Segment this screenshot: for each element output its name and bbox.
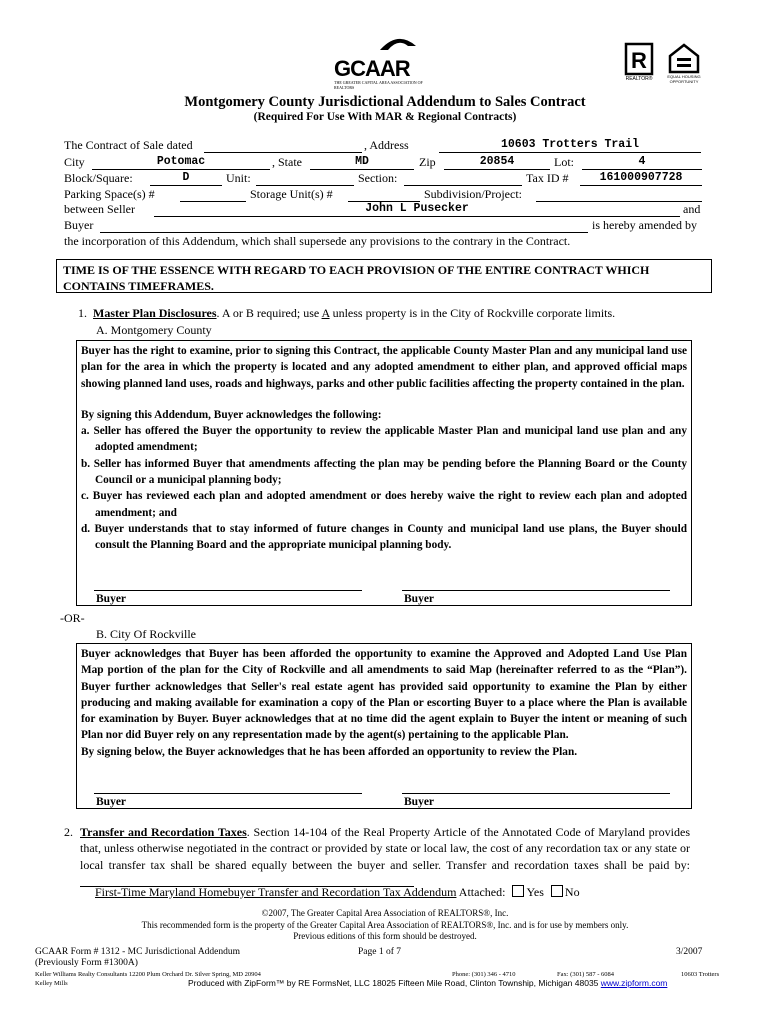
option-b-label: B. City Of Rockville (96, 627, 196, 641)
zipform-credit: Produced with ZipForm™ by RE FormsNet, LLC 18025 Fifteen Mile Road, Clinton Township, Michigan 48035 www.zipform.com (188, 978, 668, 988)
logo-tagline: THE GREATER CAPITAL AREA ASSOCIATION OF REALTORS (334, 80, 423, 90)
address-field[interactable]: 10603 Trotters Trail (439, 138, 701, 153)
previous-editions-notice: Previous editions of this form should be destroyed. (293, 931, 477, 941)
gcaar-logo (330, 34, 440, 90)
option-b-ack: By signing below, the Buyer acknowledges that he has been afforded an opportunity to review the Plan. (81, 745, 578, 758)
or-separator: -OR- (60, 611, 85, 625)
master-plan-heading: Master Plan Disclosures (93, 306, 217, 320)
first-time-addendum-row: First-Time Maryland Homebuyer Transfer and Recordation Tax Addendum Attached: Yes No (95, 885, 580, 899)
section-1-heading: 1. Master Plan Disclosures. A or B required; use A unless property is in the City of Rockville corporate limits. (78, 306, 616, 320)
ack-item-c: c. Buyer has reviewed each plan and adopted amendment or does hereby waive the right to review each plan and adopted amendment; and (81, 490, 687, 519)
buyer-signature-label: Buyer (404, 593, 435, 605)
option-b-box (76, 643, 692, 809)
realtor-logo-icon (624, 42, 656, 82)
buyer-signature-line-a1[interactable] (94, 590, 362, 591)
buyer-signature-line-a2[interactable] (402, 590, 670, 591)
parking-row: Parking Space(s) # Storage Unit(s) # Subdivision/Project: (64, 187, 704, 203)
buyer-signature-line-b2[interactable] (402, 793, 670, 794)
unit-field[interactable] (256, 171, 354, 186)
roof-icon (378, 34, 418, 52)
lot-field[interactable]: 4 (582, 155, 702, 170)
contract-date-field[interactable] (204, 138, 362, 153)
equal-housing-icon (666, 42, 702, 82)
buyer-field[interactable] (100, 218, 588, 233)
section-2: 2. Transfer and Recordation Taxes. Section 14-104 of the Real Property Article of the Annotated Code of Maryland provides that, unless otherwise negotiated in the contract or provided by state or local law, the cost of any recordation tax or any state or local transfer tax shall be shared equally between the buyer and seller. Transfer and recordation taxes shall be paid by: (80, 824, 690, 889)
option-b-paragraph: Buyer acknowledges that Buyer has been afforded the opportunity to examine the Approved and Adopted Land Use Plan Map portion of the plan for the City of Rockville and all amendments to said Map (hereinafter referred to as the “Plan”). Buyer further acknowledges that Seller's real estate agent has provided said opportunity to examine the Plan by either producing and making available for examination a copy of the Plan or escorting Buyer to a place where the Plan is available for examination by Buyer. Buyer acknowledges that at no time did the agent explain to Buyer the intent or meaning of such Plan nor did Buyer rely on any representation made by the agent(s) pertaining to the applicable Plan. (81, 648, 687, 742)
document-name: 10603 Trotters (681, 971, 720, 978)
block-row: Block/Square: D Unit: Section: Tax ID # 161000907728 (64, 171, 704, 187)
svg-text:REALTOR®: REALTOR® (625, 76, 653, 82)
brokerage-phone: Phone: (301) 346 - 4710 (452, 971, 516, 978)
section-field[interactable] (404, 171, 522, 186)
form-number: GCAAR Form # 1312 - MC Jurisdictional Addendum (35, 947, 241, 957)
buyer-signature-label: Buyer (96, 796, 127, 808)
tax-id-field[interactable]: 161000907728 (580, 171, 702, 186)
ack-item-d: d. Buyer understands that to stay informed of future changes in County and municipal land use plans, the Buyer should consult the Planning Board and the appropriate municipal planning body. (81, 522, 687, 552)
essence-notice: TIME IS OF THE ESSENCE WITH REGARD TO EACH PROVISION OF THE ENTIRE CONTRACT WHICH CONTAINS TIMEFRAMES. (56, 259, 712, 293)
storage-field[interactable] (348, 187, 420, 202)
seller-field[interactable]: John L Pusecker (154, 202, 680, 217)
logo-text: GCAAR (334, 56, 410, 81)
svg-text:R: R (631, 48, 647, 73)
option-a-box (76, 340, 692, 606)
parking-field[interactable] (180, 187, 246, 202)
eho-label: EQUAL HOUSING OPPORTUNITY (667, 74, 701, 84)
copyright-notice: ©2007, The Greater Capital Area Association of REALTORS®, Inc. (261, 908, 509, 918)
city-row: City Potomac , State MD Zip 20854 Lot: 4 (64, 155, 704, 171)
buyer-row: Buyer is hereby amended by (64, 218, 697, 232)
zipform-link[interactable]: www.zipform.com (600, 978, 668, 988)
page-number: Page 1 of 7 (358, 947, 402, 957)
page-title: Montgomery County Jurisdictional Addendum to Sales Contract (184, 94, 586, 110)
city-field[interactable]: Potomac (92, 155, 270, 170)
previous-form-number: (Previously Form #1300A) (35, 958, 138, 968)
contract-date-row: The Contract of Sale dated , Address 10603 Trotters Trail (64, 138, 704, 154)
ack-item-a: a. Seller has offered the Buyer the opportunity to review the applicable Master Plan and municipal land use plan and any adopted amendment; (81, 425, 687, 454)
recommended-notice: This recommended form is the property of the Greater Capital Area Association of REALTORS®, Inc. and is for use by members only. (141, 920, 629, 930)
seller-row: between Seller John L Pusecker and (64, 202, 701, 216)
buyer-signature-line-b1[interactable] (94, 793, 362, 794)
option-a-paragraph: Buyer has the right to examine, prior to signing this Contract, the applicable County Master Plan and any municipal land use plan for the area in which the property is located and any adopted amendment to either plan, and approved official maps showing planned land uses, roads and highways, parks and other public facilities affecting the property contained in the plan. (81, 345, 687, 390)
incorporation-text: the incorporation of this Addendum, which shall supersede any provisions to the contrary in the Contract. (64, 234, 571, 248)
transfer-taxes-text: . Section 14-104 of the Real Property Article of the Annotated Code of Maryland provides that, unless otherwise negotiated in the contract or provided by state or local law, the cost of any recordation tax or any state or local transfer tax shall be shared equally between the buyer and seller. Transfer and recordation taxes shall be paid by: (80, 825, 690, 872)
state-field[interactable]: MD (310, 155, 414, 170)
transfer-taxes-heading: Transfer and Recordation Taxes (80, 825, 247, 839)
agent-name: Kelley Mills (35, 980, 68, 987)
subdivision-field[interactable] (536, 187, 702, 202)
no-checkbox[interactable] (551, 885, 563, 897)
ack-item-b: b. Seller has informed Buyer that amendments affecting the plan may be pending before the Planning Board or the County Council or a municipal planning body; (81, 457, 687, 487)
yes-checkbox[interactable] (512, 885, 524, 897)
option-a-label: A. Montgomery County (96, 323, 212, 337)
form-date: 3/2007 (676, 947, 703, 957)
page-subtitle: (Required For Use With MAR & Regional Contracts) (253, 111, 517, 123)
buyer-signature-label: Buyer (96, 593, 127, 605)
block-field[interactable]: D (150, 171, 222, 186)
zip-field[interactable]: 20854 (444, 155, 550, 170)
buyer-signature-label: Buyer (404, 796, 435, 808)
option-a-ack: By signing this Addendum, Buyer acknowledges the following: (81, 408, 382, 421)
brokerage-info: Keller Williams Realty Consultants 12200 Plum Orchard Dr. Silver Spring, MD 20904 (35, 971, 261, 978)
brokerage-fax: Fax: (301) 587 - 6084 (557, 971, 615, 978)
first-time-addendum-label: First-Time Maryland Homebuyer Transfer and Recordation Tax Addendum (95, 885, 457, 899)
